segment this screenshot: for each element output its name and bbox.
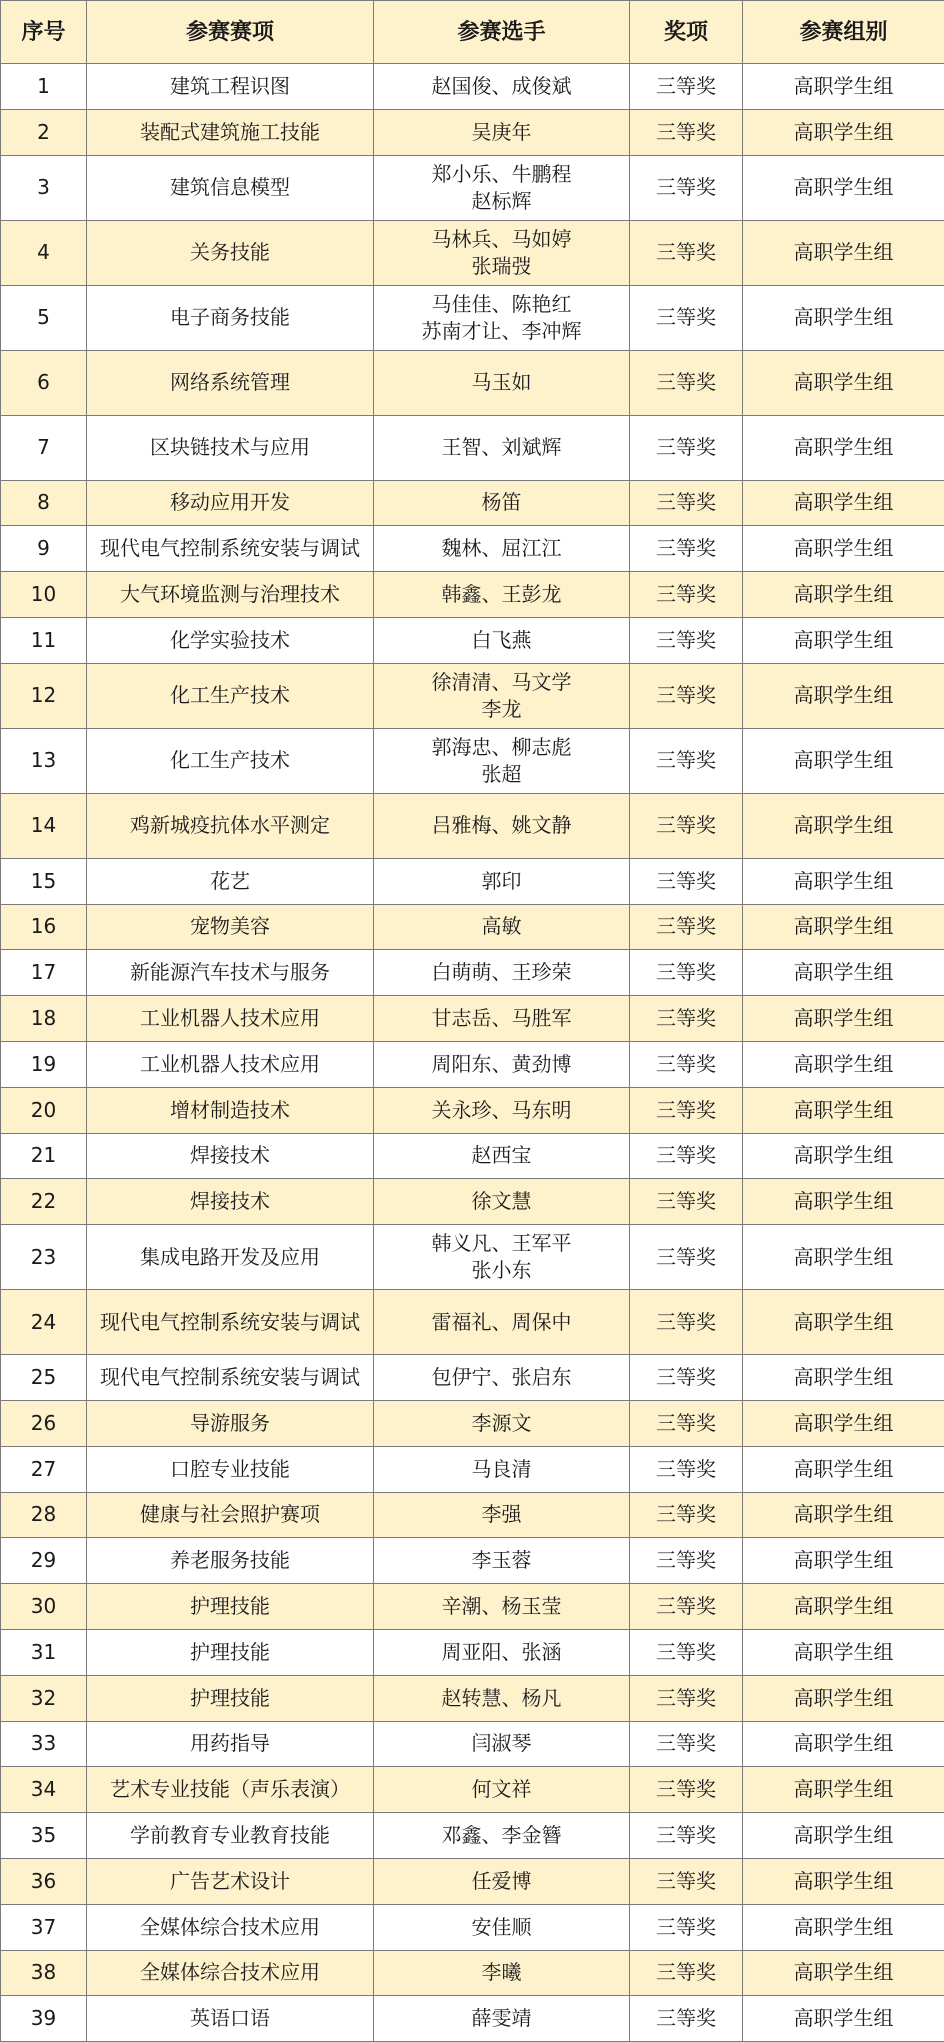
header-award: 奖项 (630, 1, 743, 64)
cell-players (374, 572, 630, 618)
cell-no: 33 (1, 1721, 87, 1767)
cell-event: 学前教育专业教育技能 (87, 1813, 374, 1859)
cell-event: 全媒体综合技术应用 (87, 1950, 374, 1996)
cell-award: 三等奖 (630, 1858, 743, 1904)
cell-award: 三等奖 (630, 1904, 743, 1950)
cell-event: 全媒体综合技术应用 (87, 1904, 374, 1950)
table-row (1, 350, 944, 415)
player-line: 赵西宝 (378, 1142, 625, 1169)
table-row (1, 1290, 944, 1355)
cell-award: 三等奖 (630, 904, 743, 950)
table-row (1, 1492, 944, 1538)
cell-no: 22 (1, 1179, 87, 1225)
cell-players (374, 904, 630, 950)
player-line: 吕雅梅、姚文静 (378, 812, 625, 839)
cell-group: 高职学生组 (743, 415, 944, 480)
table-row (1, 1400, 944, 1446)
header-no: 序号 (1, 1, 87, 64)
cell-event: 鸡新城疫抗体水平测定 (87, 793, 374, 858)
cell-players (374, 1675, 630, 1721)
cell-group: 高职学生组 (743, 1813, 944, 1859)
cell-players (374, 1492, 630, 1538)
player-line: 李曦 (378, 1959, 625, 1986)
cell-group: 高职学生组 (743, 1950, 944, 1996)
cell-players (374, 285, 630, 350)
cell-no: 21 (1, 1133, 87, 1179)
cell-no: 9 (1, 526, 87, 572)
player-line: 吴庚年 (378, 119, 625, 146)
player-line: 白萌萌、王珍荣 (378, 959, 625, 986)
header-players: 参赛选手 (374, 1, 630, 64)
cell-no: 27 (1, 1446, 87, 1492)
cell-players (374, 1584, 630, 1630)
cell-no: 13 (1, 728, 87, 793)
cell-group: 高职学生组 (743, 996, 944, 1042)
player-line: 甘志岳、马胜军 (378, 1005, 625, 1032)
cell-group: 高职学生组 (743, 155, 944, 220)
cell-event: 养老服务技能 (87, 1538, 374, 1584)
cell-group: 高职学生组 (743, 1996, 944, 2042)
cell-group: 高职学生组 (743, 1721, 944, 1767)
player-line: 高敏 (378, 913, 625, 940)
table-row (1, 572, 944, 618)
cell-award: 三等奖 (630, 480, 743, 526)
cell-players (374, 350, 630, 415)
table-row (1, 617, 944, 663)
table-row (1, 285, 944, 350)
table-row (1, 858, 944, 904)
cell-players (374, 858, 630, 904)
table-row (1, 1179, 944, 1225)
cell-no: 26 (1, 1400, 87, 1446)
cell-group: 高职学生组 (743, 1290, 944, 1355)
cell-event: 花艺 (87, 858, 374, 904)
cell-players (374, 1179, 630, 1225)
cell-no: 14 (1, 793, 87, 858)
cell-group: 高职学生组 (743, 1355, 944, 1401)
cell-players (374, 109, 630, 155)
cell-no: 6 (1, 350, 87, 415)
table-row (1, 728, 944, 793)
cell-event: 网络系统管理 (87, 350, 374, 415)
player-line: 李龙 (378, 696, 625, 723)
cell-award: 三等奖 (630, 285, 743, 350)
cell-players (374, 220, 630, 285)
cell-players (374, 1904, 630, 1950)
player-line: 李强 (378, 1501, 625, 1528)
cell-award: 三等奖 (630, 1225, 743, 1290)
player-line: 张小东 (378, 1257, 625, 1284)
cell-event: 现代电气控制系统安装与调试 (87, 526, 374, 572)
cell-no: 34 (1, 1767, 87, 1813)
cell-players (374, 155, 630, 220)
cell-event: 化学实验技术 (87, 617, 374, 663)
cell-award: 三等奖 (630, 1538, 743, 1584)
cell-players (374, 1629, 630, 1675)
table-row (1, 1133, 944, 1179)
cell-players (374, 1290, 630, 1355)
cell-event: 化工生产技术 (87, 728, 374, 793)
cell-award: 三等奖 (630, 1675, 743, 1721)
cell-players (374, 1041, 630, 1087)
cell-players (374, 996, 630, 1042)
player-line: 马佳佳、陈艳红 (378, 291, 625, 318)
cell-players (374, 793, 630, 858)
player-line: 辛潮、杨玉莹 (378, 1593, 625, 1620)
cell-no: 39 (1, 1996, 87, 2042)
player-line: 马良清 (378, 1456, 625, 1483)
table-row (1, 480, 944, 526)
table-row (1, 1996, 944, 2042)
cell-group: 高职学生组 (743, 858, 944, 904)
cell-event: 焊接技术 (87, 1179, 374, 1225)
player-line: 郭海忠、柳志彪 (378, 734, 625, 761)
cell-event: 健康与社会照护赛项 (87, 1492, 374, 1538)
table-row (1, 904, 944, 950)
cell-event: 化工生产技术 (87, 663, 374, 728)
cell-event: 大气环境监测与治理技术 (87, 572, 374, 618)
cell-event: 建筑工程识图 (87, 64, 374, 110)
cell-group: 高职学生组 (743, 1087, 944, 1133)
cell-group: 高职学生组 (743, 1675, 944, 1721)
table-row (1, 1858, 944, 1904)
cell-event: 移动应用开发 (87, 480, 374, 526)
player-line: 赵标辉 (378, 188, 625, 215)
header-event: 参赛赛项 (87, 1, 374, 64)
player-line: 李玉蓉 (378, 1547, 625, 1574)
cell-no: 10 (1, 572, 87, 618)
player-line: 徐清清、马文学 (378, 669, 625, 696)
table-row (1, 220, 944, 285)
cell-event: 护理技能 (87, 1584, 374, 1630)
cell-award: 三等奖 (630, 1950, 743, 1996)
cell-award: 三等奖 (630, 1133, 743, 1179)
table-body (1, 64, 944, 2042)
cell-no: 35 (1, 1813, 87, 1859)
cell-group: 高职学生组 (743, 480, 944, 526)
table-row (1, 1584, 944, 1630)
cell-players (374, 526, 630, 572)
cell-players (374, 728, 630, 793)
cell-award: 三等奖 (630, 1767, 743, 1813)
player-line: 雷福礼、周保中 (378, 1309, 625, 1336)
cell-award: 三等奖 (630, 220, 743, 285)
cell-event: 工业机器人技术应用 (87, 1041, 374, 1087)
cell-group: 高职学生组 (743, 728, 944, 793)
cell-players (374, 1996, 630, 2042)
cell-event: 新能源汽车技术与服务 (87, 950, 374, 996)
cell-event: 电子商务技能 (87, 285, 374, 350)
cell-group: 高职学生组 (743, 1225, 944, 1290)
cell-no: 8 (1, 480, 87, 526)
table-row (1, 415, 944, 480)
table-row (1, 1950, 944, 1996)
cell-award: 三等奖 (630, 109, 743, 155)
cell-group: 高职学生组 (743, 950, 944, 996)
cell-players (374, 1400, 630, 1446)
player-line: 马林兵、马如婷 (378, 226, 625, 253)
player-line: 张超 (378, 761, 625, 788)
cell-group: 高职学生组 (743, 1767, 944, 1813)
cell-no: 11 (1, 617, 87, 663)
table-row (1, 1041, 944, 1087)
table-row (1, 1225, 944, 1290)
player-line: 赵转慧、杨凡 (378, 1685, 625, 1712)
player-line: 任爱博 (378, 1868, 625, 1895)
player-line: 马玉如 (378, 369, 625, 396)
cell-event: 关务技能 (87, 220, 374, 285)
cell-players (374, 1133, 630, 1179)
cell-no: 5 (1, 285, 87, 350)
cell-players (374, 1721, 630, 1767)
cell-award: 三等奖 (630, 617, 743, 663)
cell-players (374, 663, 630, 728)
cell-group: 高职学生组 (743, 617, 944, 663)
cell-no: 2 (1, 109, 87, 155)
cell-group: 高职学生组 (743, 1858, 944, 1904)
cell-no: 17 (1, 950, 87, 996)
player-line: 安佳顺 (378, 1914, 625, 1941)
cell-no: 24 (1, 1290, 87, 1355)
cell-group: 高职学生组 (743, 64, 944, 110)
cell-players (374, 64, 630, 110)
cell-award: 三等奖 (630, 1179, 743, 1225)
cell-award: 三等奖 (630, 526, 743, 572)
cell-event: 导游服务 (87, 1400, 374, 1446)
player-line: 邓鑫、李金簪 (378, 1822, 625, 1849)
cell-award: 三等奖 (630, 950, 743, 996)
cell-no: 12 (1, 663, 87, 728)
cell-no: 4 (1, 220, 87, 285)
cell-award: 三等奖 (630, 728, 743, 793)
player-line: 韩义凡、王军平 (378, 1230, 625, 1257)
cell-award: 三等奖 (630, 1629, 743, 1675)
cell-group: 高职学生组 (743, 663, 944, 728)
table-row (1, 1721, 944, 1767)
table-row (1, 663, 944, 728)
cell-players (374, 1446, 630, 1492)
cell-players (374, 950, 630, 996)
table-row (1, 950, 944, 996)
cell-no: 28 (1, 1492, 87, 1538)
cell-players (374, 1767, 630, 1813)
cell-group: 高职学生组 (743, 1584, 944, 1630)
cell-event: 装配式建筑施工技能 (87, 109, 374, 155)
cell-award: 三等奖 (630, 1446, 743, 1492)
cell-award: 三等奖 (630, 415, 743, 480)
player-line: 李源文 (378, 1410, 625, 1437)
cell-award: 三等奖 (630, 1087, 743, 1133)
table-row (1, 64, 944, 110)
cell-group: 高职学生组 (743, 1492, 944, 1538)
cell-group: 高职学生组 (743, 1446, 944, 1492)
cell-award: 三等奖 (630, 1584, 743, 1630)
player-line: 闫淑琴 (378, 1730, 625, 1757)
player-line: 郭印 (378, 868, 625, 895)
cell-no: 23 (1, 1225, 87, 1290)
cell-event: 护理技能 (87, 1675, 374, 1721)
cell-group: 高职学生组 (743, 1904, 944, 1950)
player-line: 杨笛 (378, 489, 625, 516)
table-row (1, 1767, 944, 1813)
table-row (1, 1087, 944, 1133)
cell-group: 高职学生组 (743, 1629, 944, 1675)
cell-no: 38 (1, 1950, 87, 1996)
cell-group: 高职学生组 (743, 350, 944, 415)
cell-award: 三等奖 (630, 1355, 743, 1401)
cell-award: 三等奖 (630, 350, 743, 415)
player-line: 何文祥 (378, 1776, 625, 1803)
table-row (1, 1538, 944, 1584)
cell-event: 现代电气控制系统安装与调试 (87, 1290, 374, 1355)
table-row (1, 793, 944, 858)
cell-group: 高职学生组 (743, 109, 944, 155)
cell-award: 三等奖 (630, 663, 743, 728)
cell-no: 32 (1, 1675, 87, 1721)
table-row (1, 1813, 944, 1859)
table-row (1, 1629, 944, 1675)
cell-award: 三等奖 (630, 1400, 743, 1446)
cell-players (374, 1355, 630, 1401)
player-line: 苏南才让、李冲辉 (378, 318, 625, 345)
cell-no: 18 (1, 996, 87, 1042)
table-row (1, 1446, 944, 1492)
table-row (1, 1904, 944, 1950)
cell-award: 三等奖 (630, 793, 743, 858)
cell-group: 高职学生组 (743, 220, 944, 285)
cell-players (374, 1225, 630, 1290)
cell-event: 广告艺术设计 (87, 1858, 374, 1904)
cell-award: 三等奖 (630, 996, 743, 1042)
cell-award: 三等奖 (630, 572, 743, 618)
cell-group: 高职学生组 (743, 793, 944, 858)
cell-award: 三等奖 (630, 1492, 743, 1538)
cell-event: 焊接技术 (87, 1133, 374, 1179)
cell-award: 三等奖 (630, 64, 743, 110)
cell-event: 区块链技术与应用 (87, 415, 374, 480)
player-line: 韩鑫、王彭龙 (378, 581, 625, 608)
player-line: 薛雯靖 (378, 2005, 625, 2032)
cell-award: 三等奖 (630, 1721, 743, 1767)
cell-players (374, 415, 630, 480)
table-row (1, 996, 944, 1042)
cell-award: 三等奖 (630, 1813, 743, 1859)
cell-no: 3 (1, 155, 87, 220)
cell-no: 15 (1, 858, 87, 904)
cell-event: 建筑信息模型 (87, 155, 374, 220)
player-line: 魏林、屈江江 (378, 535, 625, 562)
cell-no: 1 (1, 64, 87, 110)
table-row (1, 1355, 944, 1401)
cell-no: 19 (1, 1041, 87, 1087)
player-line: 白飞燕 (378, 627, 625, 654)
cell-event: 工业机器人技术应用 (87, 996, 374, 1042)
player-line: 关永珍、马东明 (378, 1097, 625, 1124)
cell-event: 口腔专业技能 (87, 1446, 374, 1492)
cell-award: 三等奖 (630, 1996, 743, 2042)
cell-players (374, 1538, 630, 1584)
cell-group: 高职学生组 (743, 1041, 944, 1087)
header-row (1, 1, 944, 64)
player-line: 张瑞弢 (378, 253, 625, 280)
cell-no: 31 (1, 1629, 87, 1675)
cell-players (374, 1950, 630, 1996)
cell-players (374, 1858, 630, 1904)
player-line: 周阳东、黄劲博 (378, 1051, 625, 1078)
cell-event: 护理技能 (87, 1629, 374, 1675)
cell-group: 高职学生组 (743, 1179, 944, 1225)
cell-players (374, 480, 630, 526)
cell-event: 集成电路开发及应用 (87, 1225, 374, 1290)
table-row (1, 155, 944, 220)
cell-group: 高职学生组 (743, 904, 944, 950)
player-line: 包伊宁、张启东 (378, 1364, 625, 1391)
cell-award: 三等奖 (630, 1290, 743, 1355)
cell-award: 三等奖 (630, 155, 743, 220)
cell-event: 用药指导 (87, 1721, 374, 1767)
player-line: 郑小乐、牛鹏程 (378, 161, 625, 188)
table-row (1, 1675, 944, 1721)
cell-group: 高职学生组 (743, 1400, 944, 1446)
cell-no: 16 (1, 904, 87, 950)
cell-award: 三等奖 (630, 858, 743, 904)
player-line: 周亚阳、张涵 (378, 1639, 625, 1666)
cell-no: 20 (1, 1087, 87, 1133)
cell-no: 25 (1, 1355, 87, 1401)
header-group: 参赛组别 (743, 1, 944, 64)
cell-event: 增材制造技术 (87, 1087, 374, 1133)
cell-event: 宠物美容 (87, 904, 374, 950)
cell-players (374, 617, 630, 663)
cell-group: 高职学生组 (743, 526, 944, 572)
table-row (1, 526, 944, 572)
player-line: 徐文慧 (378, 1188, 625, 1215)
player-line: 赵国俊、成俊斌 (378, 73, 625, 100)
table-row (1, 109, 944, 155)
cell-players (374, 1813, 630, 1859)
cell-group: 高职学生组 (743, 1133, 944, 1179)
cell-group: 高职学生组 (743, 1538, 944, 1584)
cell-award: 三等奖 (630, 1041, 743, 1087)
cell-event: 现代电气控制系统安装与调试 (87, 1355, 374, 1401)
cell-no: 29 (1, 1538, 87, 1584)
cell-no: 7 (1, 415, 87, 480)
cell-event: 英语口语 (87, 1996, 374, 2042)
cell-players (374, 1087, 630, 1133)
cell-no: 36 (1, 1858, 87, 1904)
cell-group: 高职学生组 (743, 285, 944, 350)
cell-no: 37 (1, 1904, 87, 1950)
cell-event: 艺术专业技能（声乐表演） (87, 1767, 374, 1813)
cell-group: 高职学生组 (743, 572, 944, 618)
player-line: 王智、刘斌辉 (378, 434, 625, 461)
cell-no: 30 (1, 1584, 87, 1630)
